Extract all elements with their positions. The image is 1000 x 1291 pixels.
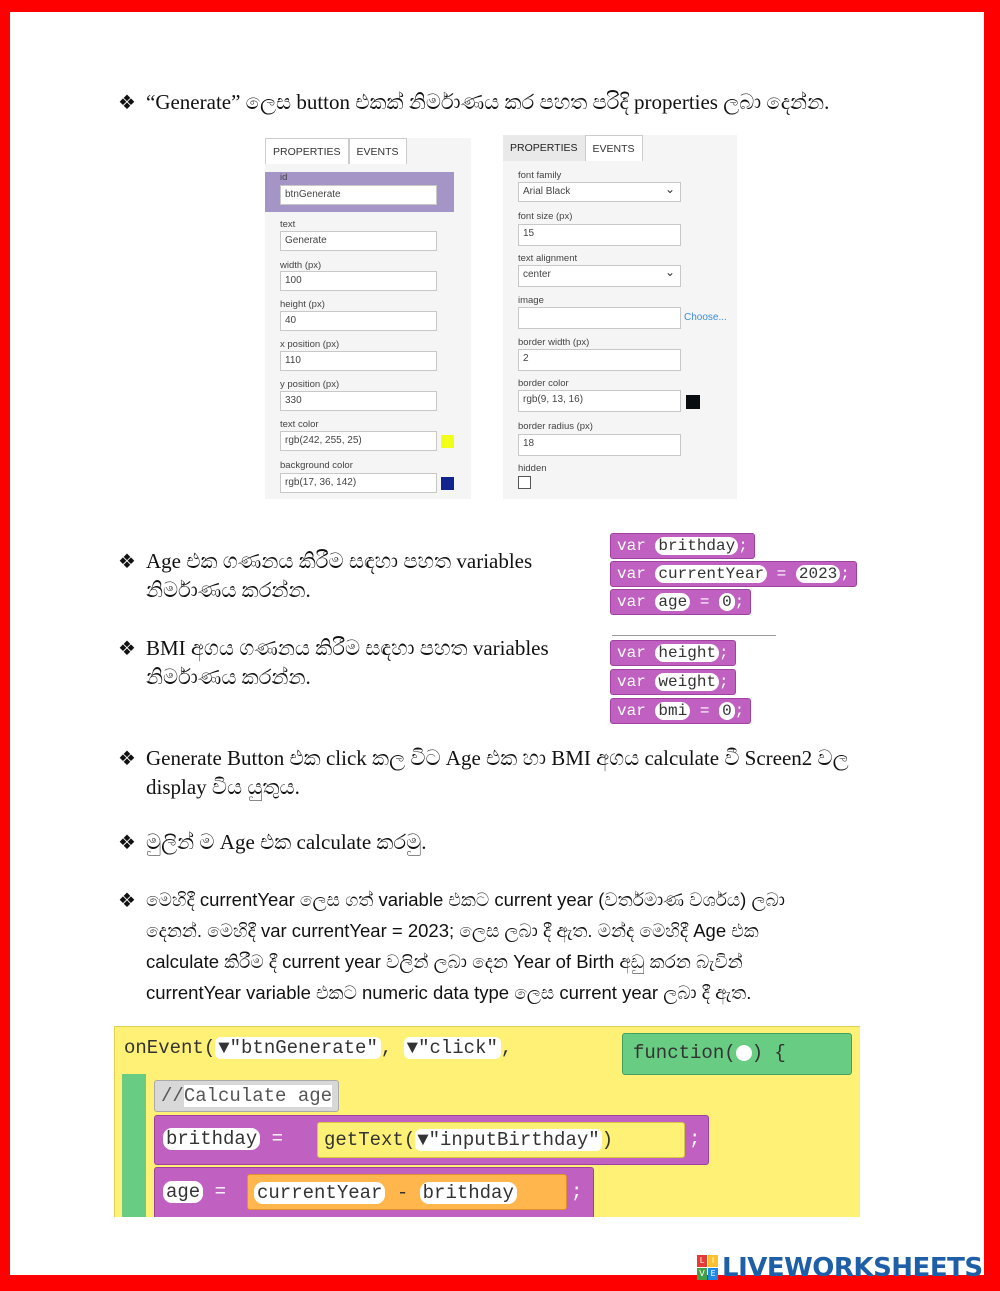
font-size-input[interactable]: 15: [518, 224, 681, 246]
comment-block[interactable]: [154, 1080, 339, 1112]
assign-birthday-block[interactable]: [154, 1115, 709, 1165]
comment-text[interactable]: Calculate age: [183, 1085, 333, 1107]
tab-properties[interactable]: PROPERTIES: [265, 138, 349, 164]
event-code-area: [114, 1020, 860, 1217]
var-name-slot[interactable]: weight: [655, 673, 719, 691]
background-color-swatch[interactable]: [441, 477, 454, 490]
event-type-dropdown[interactable]: [404, 1037, 501, 1059]
event-target-value: "btnGenerate": [229, 1037, 378, 1059]
function-body-bar: [122, 1074, 146, 1217]
subtract-block[interactable]: [247, 1174, 567, 1210]
assign-age-block[interactable]: [154, 1167, 594, 1217]
text-color-swatch[interactable]: [441, 435, 454, 448]
dropdown-arrow-icon: ▼: [417, 1129, 429, 1151]
assign-operator: =: [214, 1181, 227, 1203]
comment-slashes: //: [161, 1085, 184, 1107]
onevent-keyword: onEvent(: [124, 1037, 216, 1059]
semicolon: ;: [734, 593, 745, 611]
dropdown-arrow-icon: ▼: [406, 1037, 419, 1059]
divider: [612, 635, 776, 636]
var-name-slot[interactable]: bmi: [655, 702, 690, 720]
field-label-width: width (px): [280, 260, 322, 271]
var-value-slot[interactable]: 0: [719, 702, 735, 720]
x-position-input[interactable]: 110: [280, 351, 437, 371]
var-block-brithday[interactable]: [610, 533, 755, 559]
semicolon: ;: [840, 565, 850, 583]
bullet-text-6-line: currentYear variable එකට numeric data type ලෙස current year ලබා දී ඇත.: [146, 982, 752, 1003]
properties-panel-right: [503, 135, 737, 499]
var-keyword: var: [617, 644, 646, 662]
var-name-slot[interactable]: height: [655, 644, 719, 662]
bullet-text-1: “Generate” ලෙස button එකක් නිර්මාණය කර පහත පරිදි properties ලබා දෙන්න.: [146, 90, 830, 114]
semicolon: ;: [571, 1181, 583, 1203]
semicolon: ;: [719, 673, 729, 691]
field-label-height: height (px): [280, 299, 325, 310]
width-input[interactable]: 100: [280, 271, 437, 291]
field-label-font-family: font family: [518, 170, 562, 181]
semicolon: ;: [734, 702, 745, 720]
tab-events[interactable]: EVENTS: [349, 138, 407, 164]
function-keyword: function(: [633, 1042, 736, 1064]
field-label-border-radius: border radius (px): [518, 421, 593, 432]
border-radius-input[interactable]: 18: [518, 434, 681, 456]
bullet-text-5: මුලින් ම Age එක calculate කරමු.: [146, 830, 427, 854]
var-block-age[interactable]: [610, 589, 751, 615]
minus-operator: -: [396, 1182, 409, 1204]
var-name-slot[interactable]: age: [655, 593, 690, 611]
var-keyword: var: [617, 702, 646, 720]
bullet-text-6-line: මෙහිදී currentYear ලෙස ගත් variable එකට current year (වර්තමාණ වර්ශය) ලබා: [146, 889, 785, 910]
gettext-arg: "inputBirthday": [428, 1129, 600, 1151]
bullet-icon: ❖: [118, 636, 136, 660]
field-label-bg-color: background color: [280, 460, 353, 471]
border-color-input[interactable]: rgb(9, 13, 16): [518, 390, 681, 412]
assign-age-row: [163, 1181, 226, 1203]
assign-operator: =: [271, 1128, 284, 1150]
choose-image-link[interactable]: Choose...: [684, 312, 727, 323]
var-keyword: var: [617, 673, 646, 691]
text-alignment-select[interactable]: center ⌄: [518, 265, 681, 287]
function-header: [633, 1042, 786, 1064]
background-color-input[interactable]: rgb(17, 36, 142): [280, 473, 437, 493]
var-value-slot[interactable]: 0: [719, 593, 735, 611]
field-label-text: text: [280, 219, 296, 230]
gettext-block[interactable]: [317, 1122, 685, 1158]
bullet-text-2: Age එක ගණනය කිරීම සඳහා පහත variables නිර්මාණය කරන්න.: [146, 549, 533, 602]
logo-letter: L: [697, 1255, 707, 1267]
var-keyword: var: [617, 537, 646, 555]
liveworksheets-logo-icon: [697, 1255, 719, 1281]
field-label-x: x position (px): [280, 339, 340, 350]
field-label-image: image: [518, 295, 544, 306]
operand-slot[interactable]: brithday: [420, 1182, 517, 1204]
hidden-checkbox[interactable]: [518, 476, 531, 489]
gettext-row: [324, 1129, 613, 1151]
field-label-text-color: text color: [280, 419, 319, 430]
border-width-input[interactable]: 2: [518, 349, 681, 371]
assign-birthday-row: [163, 1128, 283, 1150]
param-slot[interactable]: [736, 1045, 752, 1061]
field-label-font-size: font size (px): [518, 211, 573, 222]
tab-properties[interactable]: PROPERTIES: [503, 135, 585, 161]
y-position-input[interactable]: 330: [280, 391, 437, 411]
gettext-dropdown[interactable]: [415, 1129, 601, 1151]
liveworksheets-logo: LIVEWORKSHEETS: [722, 1253, 983, 1283]
logo-letter: V: [697, 1268, 707, 1280]
bullet-text-6: [146, 884, 906, 1008]
height-input[interactable]: 40: [280, 311, 437, 331]
field-label-id: id: [280, 172, 288, 183]
event-target-dropdown[interactable]: [215, 1037, 381, 1059]
bullet-text-6-line: දෙනන්. මෙහිදී var currentYear = 2023; ලෙස ලබා දී ඇත. මන්ද මෙහිදී Age එක: [146, 920, 759, 941]
font-family-select[interactable]: Arial Black ⌄: [518, 182, 681, 202]
assign-operator: =: [699, 593, 710, 611]
bullet-icon: ❖: [118, 746, 136, 770]
logo-letter: I: [708, 1255, 718, 1267]
subtract-row: [254, 1182, 517, 1204]
bullet-icon: ❖: [118, 90, 136, 114]
bullet-text-4: Generate Button එක click කල විට Age එක හා BMI අගය calculate වී Screen2 වල display විය යුතුය.: [146, 746, 849, 799]
semicolon: ;: [719, 644, 729, 662]
tab-events[interactable]: EVENTS: [585, 135, 643, 161]
paren-close: ): [601, 1129, 614, 1151]
semicolon: ;: [738, 537, 748, 555]
var-block-weight[interactable]: [610, 669, 736, 695]
text-color-input[interactable]: rgb(242, 255, 25): [280, 431, 437, 451]
var-name-slot[interactable]: brithday: [163, 1128, 260, 1150]
var-value-slot[interactable]: 2023: [796, 565, 840, 583]
field-label-border-width: border width (px): [518, 337, 590, 348]
var-keyword: var: [617, 593, 646, 611]
bullet-icon: ❖: [118, 830, 136, 854]
var-name-slot[interactable]: age: [163, 1181, 203, 1203]
operand-slot[interactable]: currentYear: [254, 1182, 385, 1204]
comma: ,: [380, 1037, 393, 1059]
gettext-keyword: getText(: [324, 1129, 416, 1151]
bullet-icon: ❖: [118, 888, 136, 912]
field-label-border-color: border color: [518, 378, 569, 389]
semicolon: ;: [689, 1128, 701, 1150]
var-block-height[interactable]: [610, 640, 736, 666]
image-input[interactable]: [518, 307, 681, 329]
function-close: ) {: [751, 1042, 786, 1064]
dropdown-arrow-icon: ▼: [218, 1037, 230, 1059]
function-block[interactable]: [622, 1033, 852, 1075]
assign-operator: =: [776, 565, 787, 583]
assign-operator: =: [699, 702, 710, 720]
bullet-icon: ❖: [118, 549, 136, 573]
var-name-slot[interactable]: brithday: [655, 537, 738, 555]
var-block-currentyear[interactable]: [610, 561, 857, 587]
bullet-text-6-line: calculate කිරීම දී current year වලින් ලබා දෙන Year of Birth අඩු කරන බැවින්: [146, 951, 743, 972]
comma: ,: [500, 1037, 513, 1059]
field-label-y: y position (px): [280, 379, 340, 390]
var-keyword: var: [617, 565, 646, 583]
field-label-hidden: hidden: [518, 463, 547, 474]
border-color-swatch[interactable]: [686, 395, 700, 409]
field-label-text-alignment: text alignment: [518, 253, 578, 264]
onevent-header: [124, 1037, 512, 1059]
var-block-bmi[interactable]: [610, 698, 751, 724]
event-type-value: "click": [418, 1037, 498, 1059]
id-input[interactable]: btnGenerate: [280, 185, 437, 205]
text-input[interactable]: Generate: [280, 231, 437, 251]
var-name-slot[interactable]: currentYear: [655, 565, 767, 583]
bullet-text-3: BMI අගය ගණනය කිරීම සඳහා පහත variables නිර්මාණය කරන්න.: [146, 636, 549, 689]
logo-letter: E: [708, 1268, 718, 1280]
properties-panel-left: [265, 138, 471, 499]
